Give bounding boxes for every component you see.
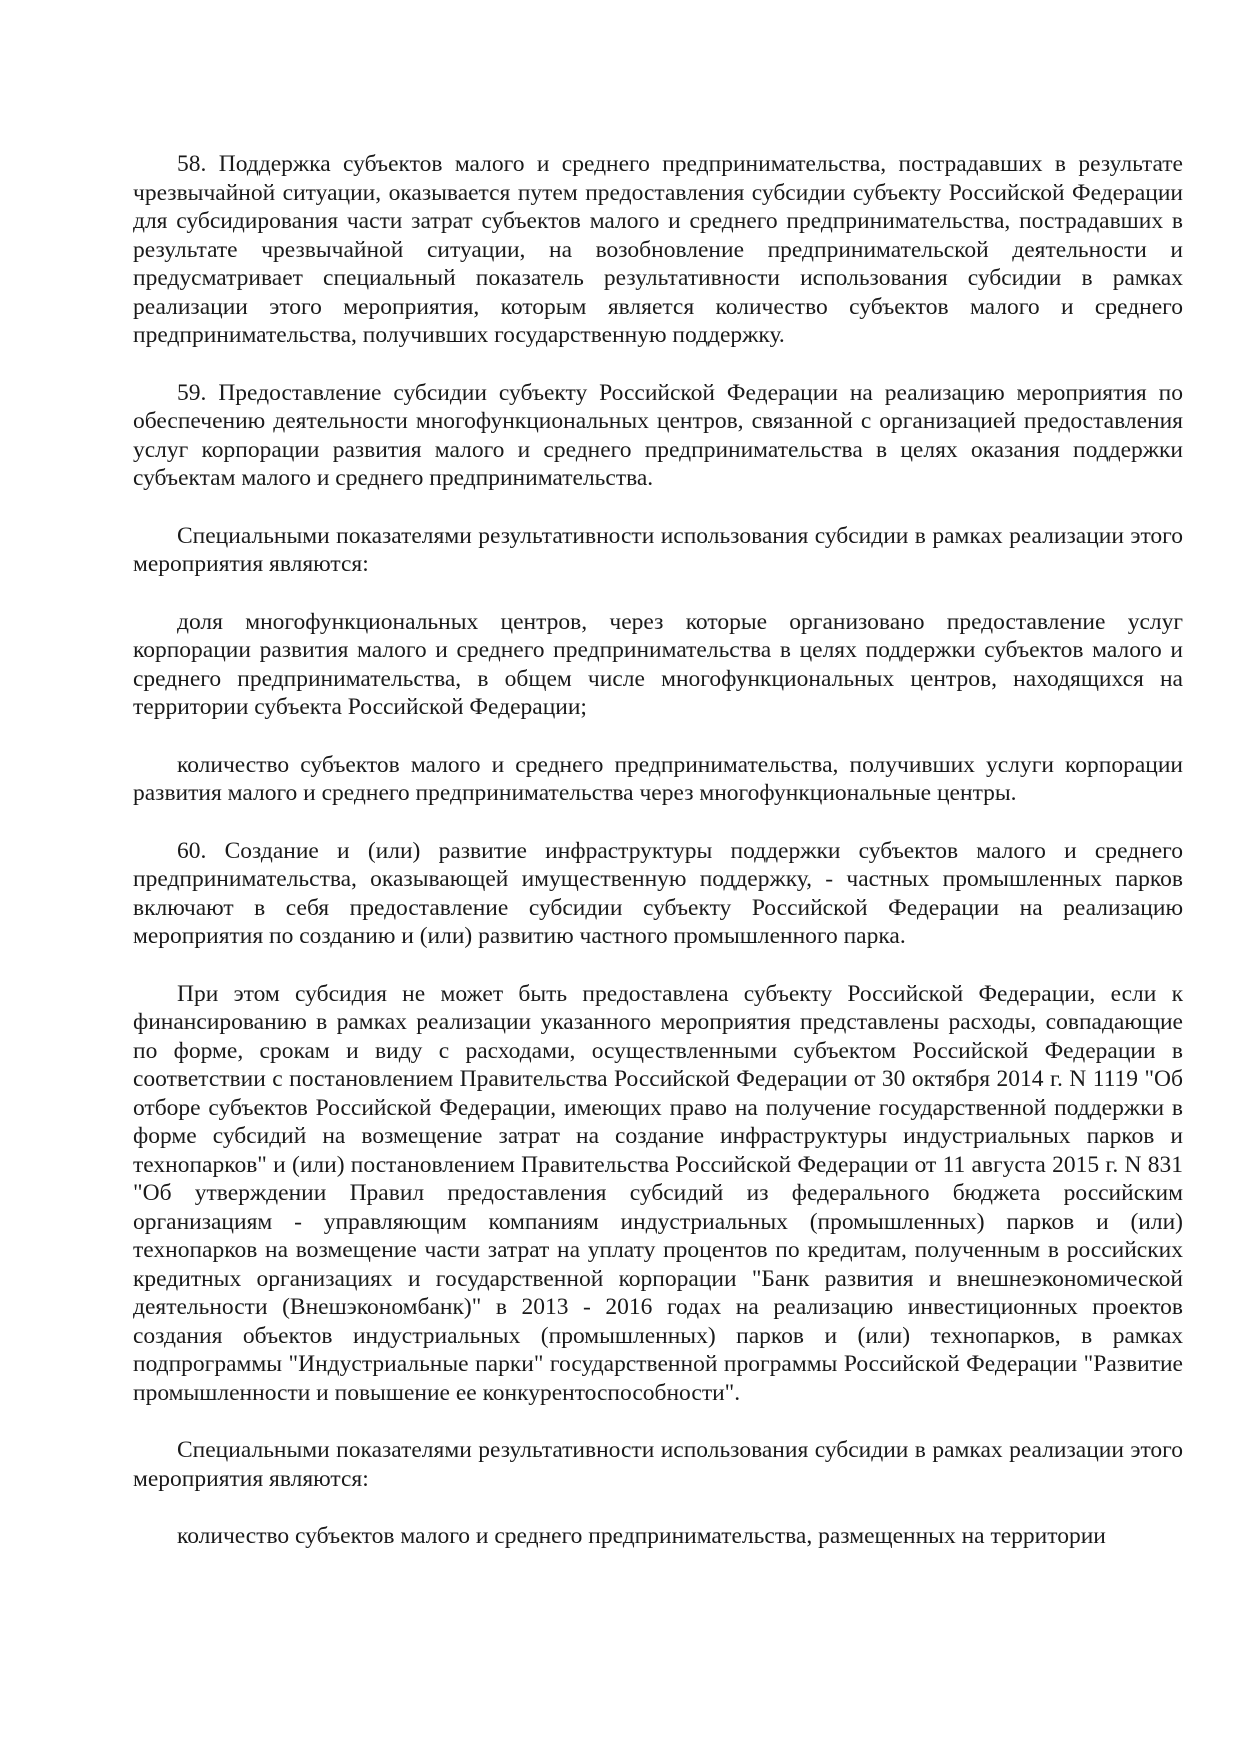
- paragraph-59-indicator-count: количество субъектов малого и среднего предпринимательства, получивших услуги корпорации развития малого и среднего предпринимательства через многофункциональные центры.: [133, 751, 1183, 806]
- paragraph-60-condition: При этом субсидия не может быть предоставлена субъекту Российской Федерации, если к финансированию в рамках реализации указанного мероприятия представлены расходы, совпадающие по форме, срокам и виду с расходами, осуществленными субъектом Российской Федерации в соответствии с постановлением Правительства Российской Федерации от 30 октября 2014 г. N 1119 "Об отборе субъектов Российской Федерации, имеющих право на получение государственной поддержки в форме субсидий на возмещение затрат на создание инфраструктуры индустриальных парков и технопарков" и (или) постановлением Правительства Российской Федерации от 11 августа 2015 г. N 831 "Об утверждении Правил предоставления субсидий из федерального бюджета российским организациям - управляющим компаниям индустриальных (промышленных) парков и (или) технопарков на возмещение части затрат на уплату процентов по кредитам, полученным в российских кредитных организациях и государственной корпорации "Банк развития и внешнеэкономической деятельности (Внешэкономбанк)" в 2013 - 2016 годах на реализацию инвестиционных проектов создания объектов индустриальных (промышленных) парков и (или) технопарков, в рамках подпрограммы "Индустриальные парки" государственной программы Российской Федерации "Развитие промышленности и повышение ее конкурентоспособности".: [133, 980, 1183, 1406]
- paragraph-58: 58. Поддержка субъектов малого и среднего предпринимательства, пострадавших в результате чрезвычайной ситуации, оказывается путем предоставления субсидии субъекту Российской Федерации для субсидирования части затрат субъектов малого и среднего предпринимательства, пострадавших в результате чрезвычайной ситуации, на возобновление предпринимательской деятельности и предусматривает специальный показатель результативности использования субсидии в рамках реализации этого мероприятия, которым является количество субъектов малого и среднего предпринимательства, получивших государственную поддержку.: [133, 151, 1183, 348]
- paragraph-60: 60. Создание и (или) развитие инфраструктуры поддержки субъектов малого и среднего предпринимательства, оказывающей имущественную поддержку, - частных промышленных парков включают в себя предоставление субсидии субъекту Российской Федерации на реализацию мероприятия по созданию и (или) развитию частного промышленного парка.: [133, 837, 1183, 949]
- document-page: [133, 150, 1183, 1551]
- paragraph-60-indicator-count: количество субъектов малого и среднего предпринимательства, размещенных на территории: [177, 1523, 1106, 1549]
- paragraph-59-indicator-share: доля многофункциональных центров, через которые организовано предоставление услуг корпорации развития малого и среднего предпринимательства в целях поддержки субъектов малого и среднего предпринимательства, в общем числе многофункциональных центров, находящихся на территории субъекта Российской Федерации;: [133, 608, 1183, 720]
- paragraph-59: 59. Предоставление субсидии субъекту Российской Федерации на реализацию мероприятия по обеспечению деятельности многофункциональных центров, связанной с организацией предоставления услуг корпорации развития малого и среднего предпринимательства в целях оказания поддержки субъектам малого и среднего предпринимательства.: [133, 379, 1183, 491]
- paragraph-60-indicators-intro: Специальными показателями результативности использования субсидии в рамках реализации этого мероприятия являются:: [133, 1437, 1183, 1492]
- paragraph-59-indicators-intro: Специальными показателями результативности использования субсидии в рамках реализации этого мероприятия являются:: [133, 522, 1183, 577]
